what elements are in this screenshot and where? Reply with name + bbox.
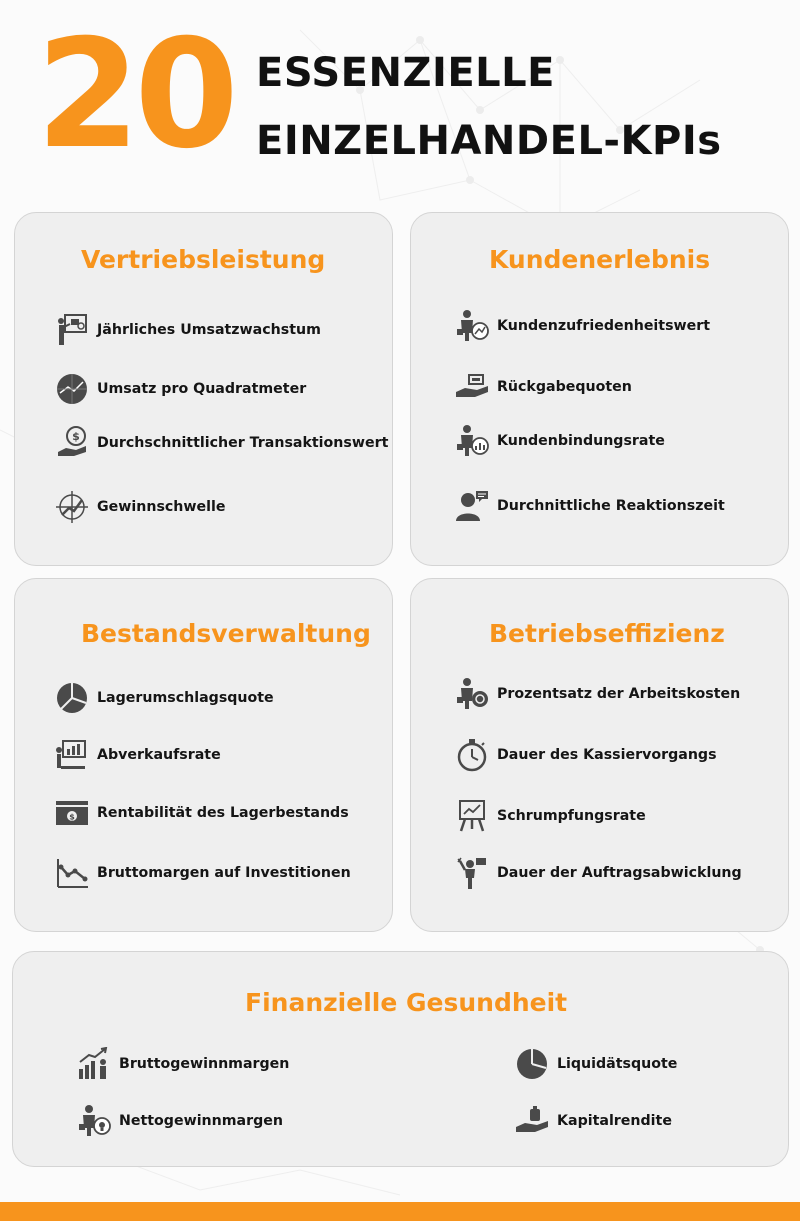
- person-idea-icon: [455, 856, 489, 890]
- card-financial-health: [12, 951, 789, 1167]
- footer-accent-bar: [0, 1202, 800, 1221]
- item-label: Umsatz pro Quadratmeter: [97, 381, 307, 397]
- card-customer-experience: [410, 212, 789, 566]
- card-title: Vertriebsleistung: [81, 245, 326, 274]
- item-label: Schrumpfungsrate: [497, 808, 646, 824]
- presentation-chart-icon: [55, 313, 89, 347]
- user-chat-icon: [455, 489, 489, 523]
- list-item: [55, 372, 306, 406]
- list-item: [455, 799, 646, 833]
- item-label: Lagerumschlagsquote: [97, 690, 274, 706]
- title-number: 20: [36, 8, 233, 182]
- item-label: Rückgabequoten: [497, 379, 632, 395]
- list-item: [455, 309, 710, 343]
- title-line-1: ESSENZIELLE: [256, 50, 555, 96]
- businessman-coin-icon: [455, 677, 489, 711]
- card-title: Kundenerlebnis: [489, 245, 711, 274]
- item-label: Liquidätsquote: [557, 1056, 678, 1072]
- item-label: Dauer der Auftragsabwicklung: [497, 865, 742, 881]
- svg-text:$: $: [69, 812, 75, 822]
- svg-text:$: $: [72, 430, 80, 443]
- list-item: [455, 489, 725, 523]
- hand-bag-icon: [515, 1104, 549, 1138]
- card-sales-performance: [14, 212, 393, 566]
- coin-hand-icon: [55, 426, 89, 460]
- item-label: Durchschnittlicher Transaktionswert: [97, 435, 389, 451]
- pie-chart-icon: [55, 681, 89, 715]
- card-inventory-management: [14, 578, 393, 932]
- list-item: [55, 796, 349, 830]
- card-title: Betriebseffizienz: [489, 619, 725, 648]
- list-item: [55, 856, 351, 890]
- item-label: Bruttogewinnmargen: [119, 1056, 290, 1072]
- item-label: Rentabilität des Lagerbestands: [97, 805, 349, 821]
- item-label: Durchnittliche Reaktionszeit: [497, 498, 725, 514]
- list-item: [77, 1047, 289, 1081]
- target-trend-icon: [55, 490, 89, 524]
- list-item: [55, 681, 274, 715]
- list-item: [455, 856, 742, 890]
- businessman-chart-icon: [455, 309, 489, 343]
- list-item: [455, 370, 632, 404]
- list-item: [55, 490, 225, 524]
- item-label: Kundenbindungsrate: [497, 433, 665, 449]
- list-item: [515, 1104, 672, 1138]
- globe-chart-icon: [55, 372, 89, 406]
- item-label: Bruttomargen auf Investitionen: [97, 865, 351, 881]
- card-title: Finanzielle Gesundheit: [245, 988, 568, 1017]
- banknote-icon: [55, 796, 89, 830]
- card-operational-efficiency: [410, 578, 789, 932]
- card-title: Bestandsverwaltung: [81, 619, 371, 648]
- item-label: Nettogewinnmargen: [119, 1113, 283, 1129]
- list-item: [455, 424, 665, 458]
- hand-money-icon: [455, 370, 489, 404]
- board-bar-chart-icon: [55, 738, 89, 772]
- list-item: [515, 1047, 677, 1081]
- item-label: Abverkaufsrate: [97, 747, 221, 763]
- title-line-2: EINZELHANDEL-KPIs: [256, 118, 722, 164]
- item-label: Kapitalrendite: [557, 1113, 672, 1129]
- list-item: [55, 313, 321, 347]
- businessman-target-icon: [455, 424, 489, 458]
- easel-chart-icon: [455, 799, 489, 833]
- list-item: [455, 738, 717, 772]
- item-label: Prozentsatz der Arbeitskosten: [497, 686, 741, 702]
- businessman-bulb-icon: [77, 1104, 111, 1138]
- list-item: [55, 426, 388, 460]
- stopwatch-icon: [455, 738, 489, 772]
- growth-bars-icon: [77, 1047, 111, 1081]
- item-label: Kundenzufriedenheitswert: [497, 318, 711, 334]
- list-item: [77, 1104, 283, 1138]
- list-item: [455, 677, 740, 711]
- item-label: Dauer des Kassiervorgangs: [497, 747, 717, 763]
- item-label: Jährliches Umsatzwachstum: [97, 322, 321, 338]
- item-label: Gewinnschwelle: [97, 499, 226, 515]
- list-item: [55, 738, 221, 772]
- pie-slice-icon: [515, 1047, 549, 1081]
- line-chart-icon: [55, 856, 89, 890]
